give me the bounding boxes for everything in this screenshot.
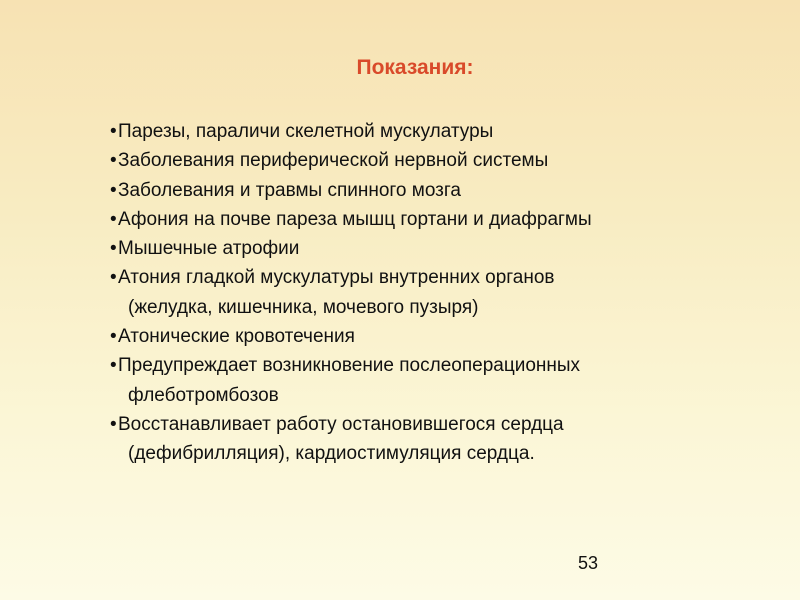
list-item-text: Атонические кровотечения bbox=[118, 326, 355, 348]
list-item bbox=[110, 263, 592, 322]
list-item-text: Заболевания периферической нервной системы bbox=[118, 150, 549, 172]
bullet: • bbox=[110, 208, 117, 230]
list-item bbox=[110, 117, 592, 146]
bullet: • bbox=[110, 413, 117, 435]
list-item-text: Мышечные атрофии bbox=[118, 238, 300, 260]
bullet: • bbox=[110, 150, 117, 172]
list-item bbox=[110, 176, 592, 205]
bullet: • bbox=[110, 355, 117, 377]
bullet: • bbox=[110, 267, 117, 289]
list-item-continuation: (дефибрилляция), кардиостимуляция сердца. bbox=[128, 443, 535, 465]
page-number: 53 bbox=[578, 553, 599, 573]
list-item-continuation: (желудка, кишечника, мочевого пузыря) bbox=[128, 296, 479, 318]
bullet: • bbox=[110, 238, 117, 260]
slide-title: Показания: bbox=[356, 56, 474, 79]
list-item bbox=[110, 146, 592, 175]
list-item bbox=[110, 351, 592, 410]
list-item-text: Парезы, параличи скелетной мускулатуры bbox=[118, 121, 494, 142]
bullet: • bbox=[110, 326, 117, 348]
list-item bbox=[110, 322, 592, 351]
list-item bbox=[110, 205, 592, 234]
list-item-text: Предупреждает возникновение послеоперационных bbox=[118, 355, 581, 377]
list-item-continuation: флеботромбозов bbox=[128, 384, 279, 406]
list-item-text: Заболевания и травмы спинного мозга bbox=[118, 179, 461, 201]
list-item bbox=[110, 234, 592, 263]
list-item-text: Атония гладкой мускулатуры внутренних органов bbox=[118, 267, 555, 289]
list-item-text: Восстанавливает работу остановившегося сердца bbox=[118, 413, 564, 435]
list-item bbox=[110, 410, 592, 469]
indications-list bbox=[110, 117, 592, 469]
bullet: • bbox=[110, 121, 117, 142]
list-item-text: Афония на почве пареза мышц гортани и диафрагмы bbox=[118, 208, 592, 230]
bullet: • bbox=[110, 179, 117, 201]
